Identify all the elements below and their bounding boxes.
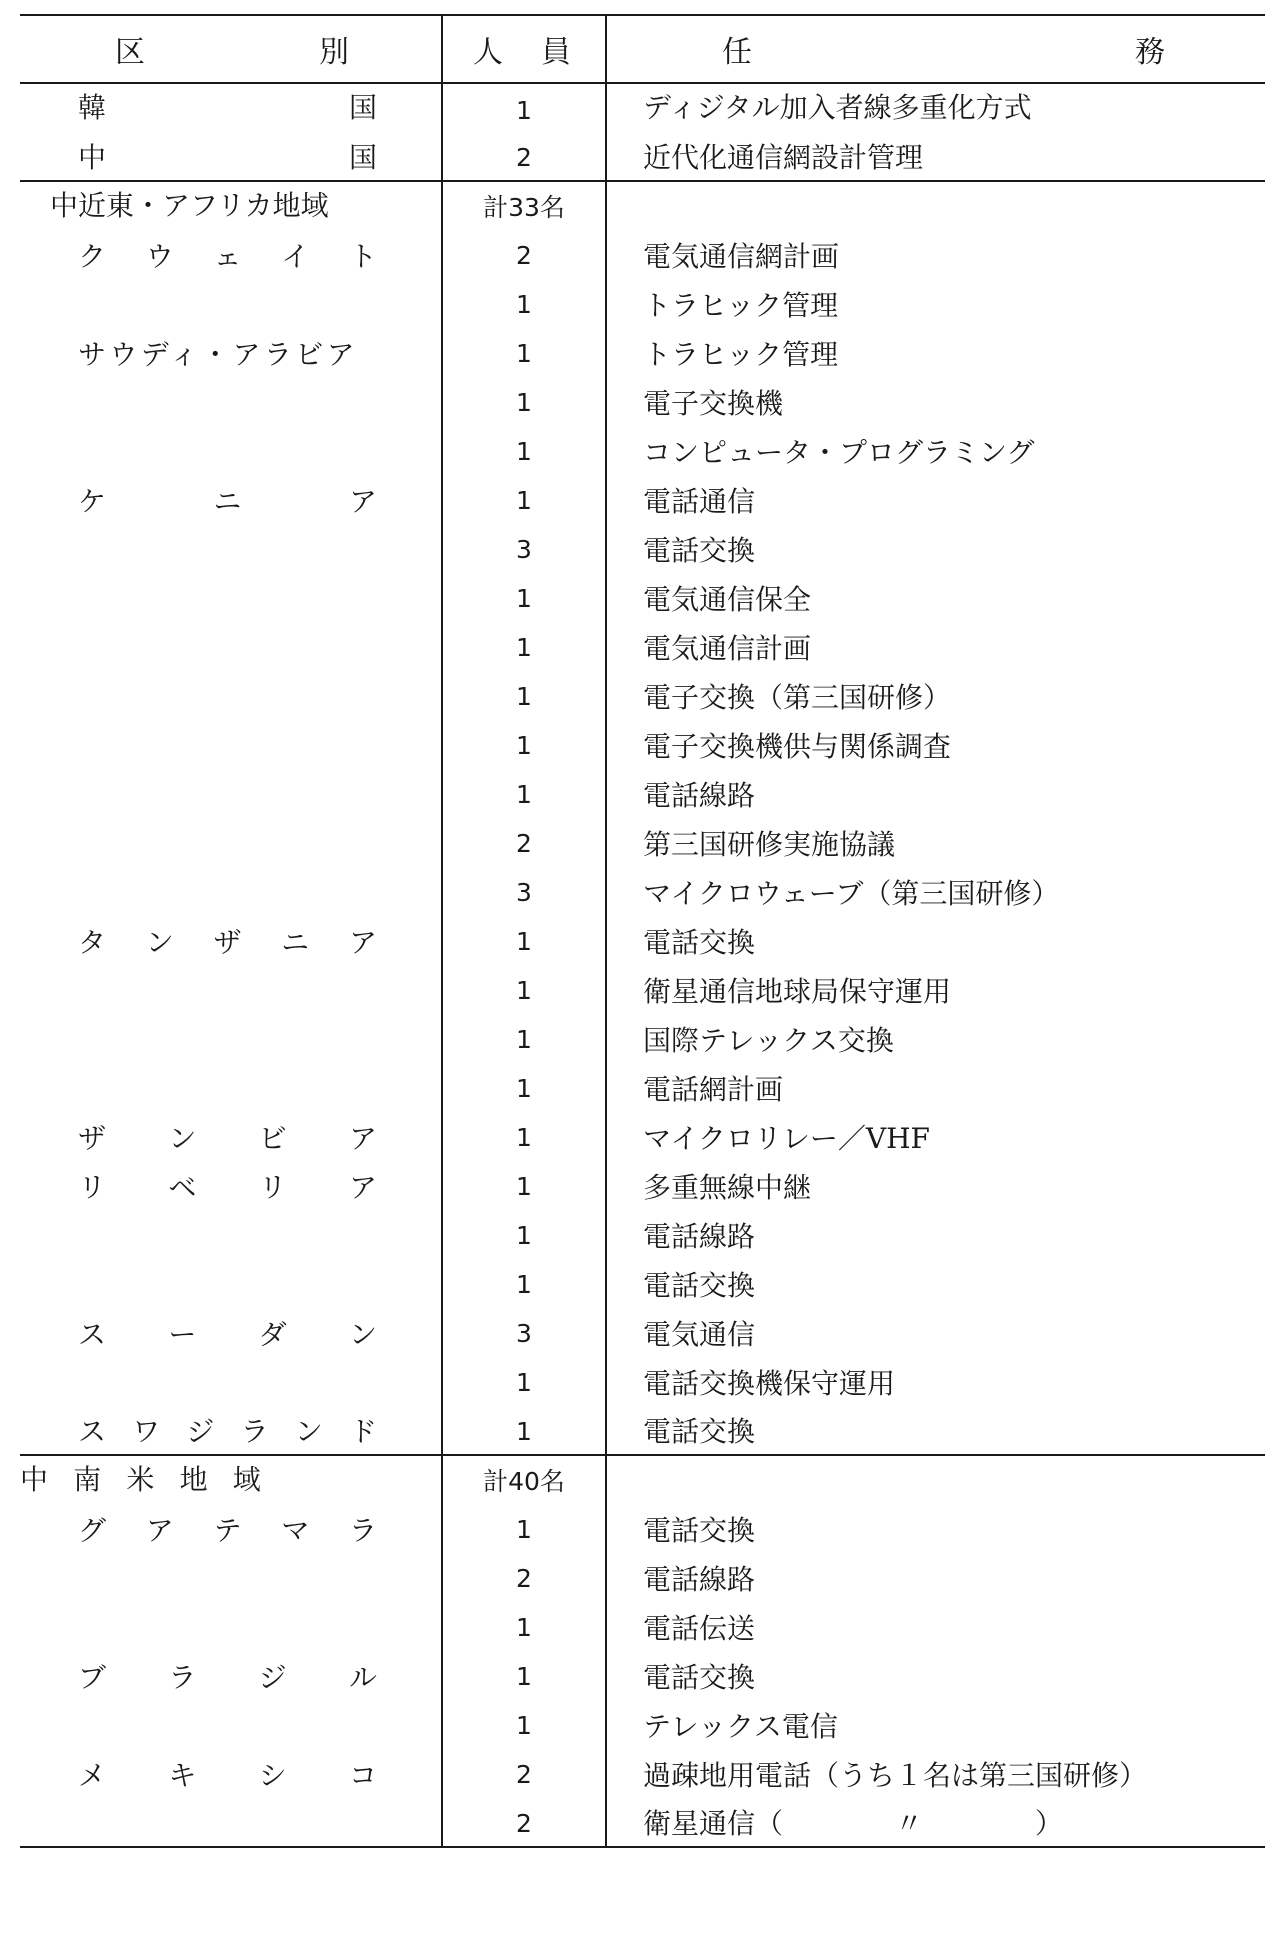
task-text: 電話伝送 [643, 1611, 756, 1645]
header-task [606, 15, 1265, 83]
task-cell [606, 1161, 1265, 1210]
count-cell [442, 818, 606, 867]
table-row [20, 1308, 1265, 1357]
count-value: 1 [516, 486, 532, 515]
task-cell [606, 1700, 1265, 1749]
task-text: 電子交換機 [643, 386, 784, 420]
task-cell [606, 83, 1265, 132]
header-count [442, 15, 606, 83]
count-value: 1 [516, 388, 532, 417]
task-cell [606, 1308, 1265, 1357]
task-text: 電話交換機保守運用 [643, 1366, 896, 1400]
region-cell [20, 1700, 442, 1749]
task-cell [606, 1504, 1265, 1553]
count-cell [442, 132, 606, 181]
count-cell [442, 1063, 606, 1112]
count-value: 1 [516, 1123, 532, 1152]
count-value: 3 [516, 535, 532, 564]
region-cell [20, 1455, 442, 1504]
count-value: 2 [516, 1808, 532, 1838]
region-cell [20, 1161, 442, 1210]
header-region-label: 区 別 [115, 35, 349, 70]
table-row [20, 377, 1265, 426]
task-cell [606, 230, 1265, 279]
task-text: コンピュータ・プログラミング [643, 435, 1035, 469]
task-cell [606, 1455, 1265, 1504]
table-row [20, 1455, 1265, 1504]
count-cell [442, 671, 606, 720]
region-cell [20, 769, 442, 818]
region-name-spread: 中 国 [78, 141, 377, 174]
task-text: 衛星通信地球局保守運用 [643, 974, 952, 1008]
count-cell [442, 181, 606, 230]
region-cell [20, 1063, 442, 1112]
region-name-spread: ス ー ダ ン [78, 1317, 377, 1351]
table-row [20, 426, 1265, 475]
region-name-spread: ケ ニ ア [78, 484, 377, 518]
table-row [20, 230, 1265, 279]
task-text: 電気通信網計画 [643, 239, 840, 273]
table-row [20, 720, 1265, 769]
region-cell [20, 1259, 442, 1308]
region-cell [20, 279, 442, 328]
region-cell [20, 671, 442, 720]
region-cell [20, 377, 442, 426]
count-value: 1 [516, 339, 532, 368]
region-cell [20, 1553, 442, 1602]
task-text: 電話線路 [643, 778, 756, 812]
count-cell [442, 1014, 606, 1063]
task-text: 電話交換 [643, 1268, 756, 1302]
region-name-spread: メ キ シ コ [78, 1758, 377, 1792]
task-cell [606, 1259, 1265, 1308]
region-cell [20, 524, 442, 573]
region-cell [20, 426, 442, 475]
count-value: 1 [516, 1662, 532, 1691]
task-text: 電話線路 [643, 1562, 756, 1596]
region-name-spread: サウディ・アラビア [78, 337, 359, 371]
table-row [20, 1357, 1265, 1406]
count-value: 1 [516, 1074, 532, 1103]
region-cell [20, 720, 442, 769]
table-body [20, 83, 1265, 1847]
count-value: 1 [516, 976, 532, 1005]
region-name-spread: タ ン ザ ニ ア [78, 925, 377, 959]
count-cell [442, 328, 606, 377]
table-row [20, 916, 1265, 965]
task-cell [606, 475, 1265, 524]
table-row [20, 769, 1265, 818]
header-count-label: 人 員 [473, 35, 571, 70]
table-row [20, 1553, 1265, 1602]
table-row [20, 524, 1265, 573]
region-name-spread: グ ア テ マ ラ [78, 1513, 377, 1547]
task-text: 電気通信 [643, 1317, 756, 1351]
region-cell [20, 916, 442, 965]
region-name-spread: ザ ン ビ ア [78, 1121, 377, 1155]
table-row [20, 279, 1265, 328]
region-group-label: 中近東・アフリカ地域 [50, 189, 329, 222]
task-cell [606, 720, 1265, 769]
task-cell [606, 524, 1265, 573]
count-cell [442, 377, 606, 426]
region-cell [20, 132, 442, 181]
table-row [20, 671, 1265, 720]
task-text: ディジタル加入者線多重化方式 [643, 91, 1032, 124]
task-text: トラヒック管理 [643, 337, 839, 371]
task-cell [606, 279, 1265, 328]
region-cell [20, 83, 442, 132]
count-value: 3 [516, 878, 532, 907]
region-cell [20, 230, 442, 279]
task-cell [606, 965, 1265, 1014]
count-cell [442, 1161, 606, 1210]
task-text: 電子交換機供与関係調査 [643, 729, 952, 763]
count-value: 2 [516, 142, 532, 172]
count-value: 1 [516, 731, 532, 760]
count-value: 1 [516, 1270, 532, 1299]
task-text: 電話網計画 [643, 1072, 784, 1106]
task-text: 電話交換 [643, 1415, 756, 1448]
region-cell [20, 1504, 442, 1553]
task-cell [606, 1112, 1265, 1161]
count-value: 3 [516, 1319, 532, 1348]
table-row [20, 1259, 1265, 1308]
table-row [20, 1749, 1265, 1798]
task-text: 衛星通信（ 〃 ） [643, 1807, 1064, 1840]
group-total: 計40名 [483, 1467, 565, 1496]
table-row [20, 475, 1265, 524]
count-cell [442, 1259, 606, 1308]
task-text: 電気通信計画 [643, 631, 812, 665]
region-group-label: 中南米地域 [20, 1463, 287, 1496]
count-cell [442, 1749, 606, 1798]
task-text: 電話交換 [643, 533, 756, 567]
count-value: 2 [516, 1564, 532, 1593]
table-row [20, 1014, 1265, 1063]
region-cell [20, 181, 442, 230]
task-cell [606, 1651, 1265, 1700]
count-value: 1 [516, 1711, 532, 1740]
table-row [20, 867, 1265, 916]
task-text: マイクロウェーブ（第三国研修） [643, 876, 1060, 910]
table-row [20, 1406, 1265, 1455]
count-cell [442, 1602, 606, 1651]
task-cell [606, 916, 1265, 965]
task-cell [606, 1602, 1265, 1651]
task-cell [606, 671, 1265, 720]
count-value: 2 [516, 241, 532, 270]
region-cell [20, 1112, 442, 1161]
count-value: 1 [516, 1368, 532, 1397]
region-cell [20, 1651, 442, 1700]
count-cell [442, 1798, 606, 1847]
region-name-spread: リ ベ リ ア [78, 1170, 377, 1204]
count-cell [442, 622, 606, 671]
count-value: 1 [516, 437, 532, 466]
task-cell [606, 1406, 1265, 1455]
table-row [20, 1651, 1265, 1700]
count-cell [442, 1504, 606, 1553]
count-cell [442, 1651, 606, 1700]
region-cell [20, 1210, 442, 1259]
count-value: 2 [516, 1760, 532, 1789]
count-value: 1 [516, 290, 532, 319]
count-cell [442, 1357, 606, 1406]
task-cell [606, 867, 1265, 916]
region-cell [20, 965, 442, 1014]
task-text: 近代化通信網設計管理 [643, 141, 924, 174]
task-text: 電気通信保全 [643, 582, 812, 616]
count-cell [442, 769, 606, 818]
region-cell [20, 1406, 442, 1455]
task-cell [606, 1210, 1265, 1259]
table-row [20, 181, 1265, 230]
region-cell [20, 1357, 442, 1406]
count-cell [442, 867, 606, 916]
table-row [20, 1210, 1265, 1259]
count-cell [442, 916, 606, 965]
region-cell [20, 1014, 442, 1063]
count-cell [442, 1455, 606, 1504]
region-cell [20, 328, 442, 377]
count-value: 1 [516, 1221, 532, 1250]
task-text: トラヒック管理 [643, 288, 839, 322]
count-cell [442, 524, 606, 573]
task-cell [606, 132, 1265, 181]
region-cell [20, 622, 442, 671]
task-text: 電子交換（第三国研修） [643, 680, 952, 714]
count-value: 2 [516, 829, 532, 858]
count-cell [442, 1112, 606, 1161]
task-text: 過疎地用電話（うち１名は第三国研修） [643, 1758, 1148, 1792]
task-text: 電話交換 [643, 925, 756, 959]
table-row [20, 622, 1265, 671]
count-value: 1 [516, 633, 532, 662]
count-value: 1 [516, 1416, 532, 1446]
count-cell [442, 1406, 606, 1455]
count-value: 1 [516, 682, 532, 711]
count-cell [442, 1308, 606, 1357]
task-cell [606, 1357, 1265, 1406]
count-value: 1 [516, 584, 532, 613]
table-row [20, 1504, 1265, 1553]
count-cell [442, 1700, 606, 1749]
count-cell [442, 83, 606, 132]
table-row [20, 1161, 1265, 1210]
region-cell [20, 573, 442, 622]
region-name-spread: ブ ラ ジ ル [78, 1660, 377, 1694]
count-value: 1 [516, 96, 532, 125]
task-cell [606, 769, 1265, 818]
header-region [20, 15, 442, 83]
task-cell [606, 181, 1265, 230]
task-cell [606, 426, 1265, 475]
table-row [20, 1798, 1265, 1847]
table-row [20, 1700, 1265, 1749]
table-row [20, 1602, 1265, 1651]
table-row [20, 1063, 1265, 1112]
count-value: 1 [516, 1025, 532, 1054]
count-value: 1 [516, 1172, 532, 1201]
region-name-spread: 韓 国 [78, 91, 377, 124]
task-text: テレックス電信 [643, 1709, 838, 1743]
region-cell [20, 1602, 442, 1651]
task-text: マイクロリレー／VHF [643, 1121, 930, 1155]
table-row [20, 818, 1265, 867]
task-text: 電話線路 [643, 1219, 756, 1253]
group-total: 計33名 [483, 193, 565, 222]
table-row [20, 573, 1265, 622]
count-value: 1 [516, 1613, 532, 1642]
table-header-row [20, 15, 1265, 83]
table-row [20, 132, 1265, 181]
count-value: 1 [516, 1515, 532, 1544]
task-cell [606, 377, 1265, 426]
count-cell [442, 475, 606, 524]
count-cell [442, 230, 606, 279]
count-cell [442, 426, 606, 475]
task-text: 電話通信 [643, 484, 756, 518]
region-cell [20, 818, 442, 867]
region-cell [20, 1308, 442, 1357]
task-cell [606, 573, 1265, 622]
header-task-label: 任 務 [722, 35, 1165, 70]
table-row [20, 1112, 1265, 1161]
table-row [20, 83, 1265, 132]
count-cell [442, 1210, 606, 1259]
task-cell [606, 1749, 1265, 1798]
table-row [20, 965, 1265, 1014]
count-cell [442, 1553, 606, 1602]
task-text: 電話交換 [643, 1660, 756, 1694]
table-row [20, 328, 1265, 377]
region-cell [20, 1798, 442, 1847]
count-value: 1 [516, 780, 532, 809]
region-name-spread: ス ワ ジ ラ ン ド [78, 1415, 377, 1448]
region-name-spread: ク ウ ェ イ ト [78, 239, 377, 273]
region-cell [20, 867, 442, 916]
task-text: 第三国研修実施協議 [643, 827, 896, 861]
task-cell [606, 818, 1265, 867]
count-cell [442, 720, 606, 769]
count-value: 1 [516, 927, 532, 956]
count-cell [442, 279, 606, 328]
task-cell [606, 328, 1265, 377]
task-text: 多重無線中継 [643, 1170, 812, 1204]
task-cell [606, 1063, 1265, 1112]
assignment-table [20, 14, 1265, 1848]
task-cell [606, 1014, 1265, 1063]
region-cell [20, 475, 442, 524]
task-cell [606, 1798, 1265, 1847]
region-cell [20, 1749, 442, 1798]
task-cell [606, 1553, 1265, 1602]
task-text: 電話交換 [643, 1513, 756, 1547]
count-cell [442, 965, 606, 1014]
task-text: 国際テレックス交換 [643, 1023, 894, 1057]
count-cell [442, 573, 606, 622]
task-cell [606, 622, 1265, 671]
